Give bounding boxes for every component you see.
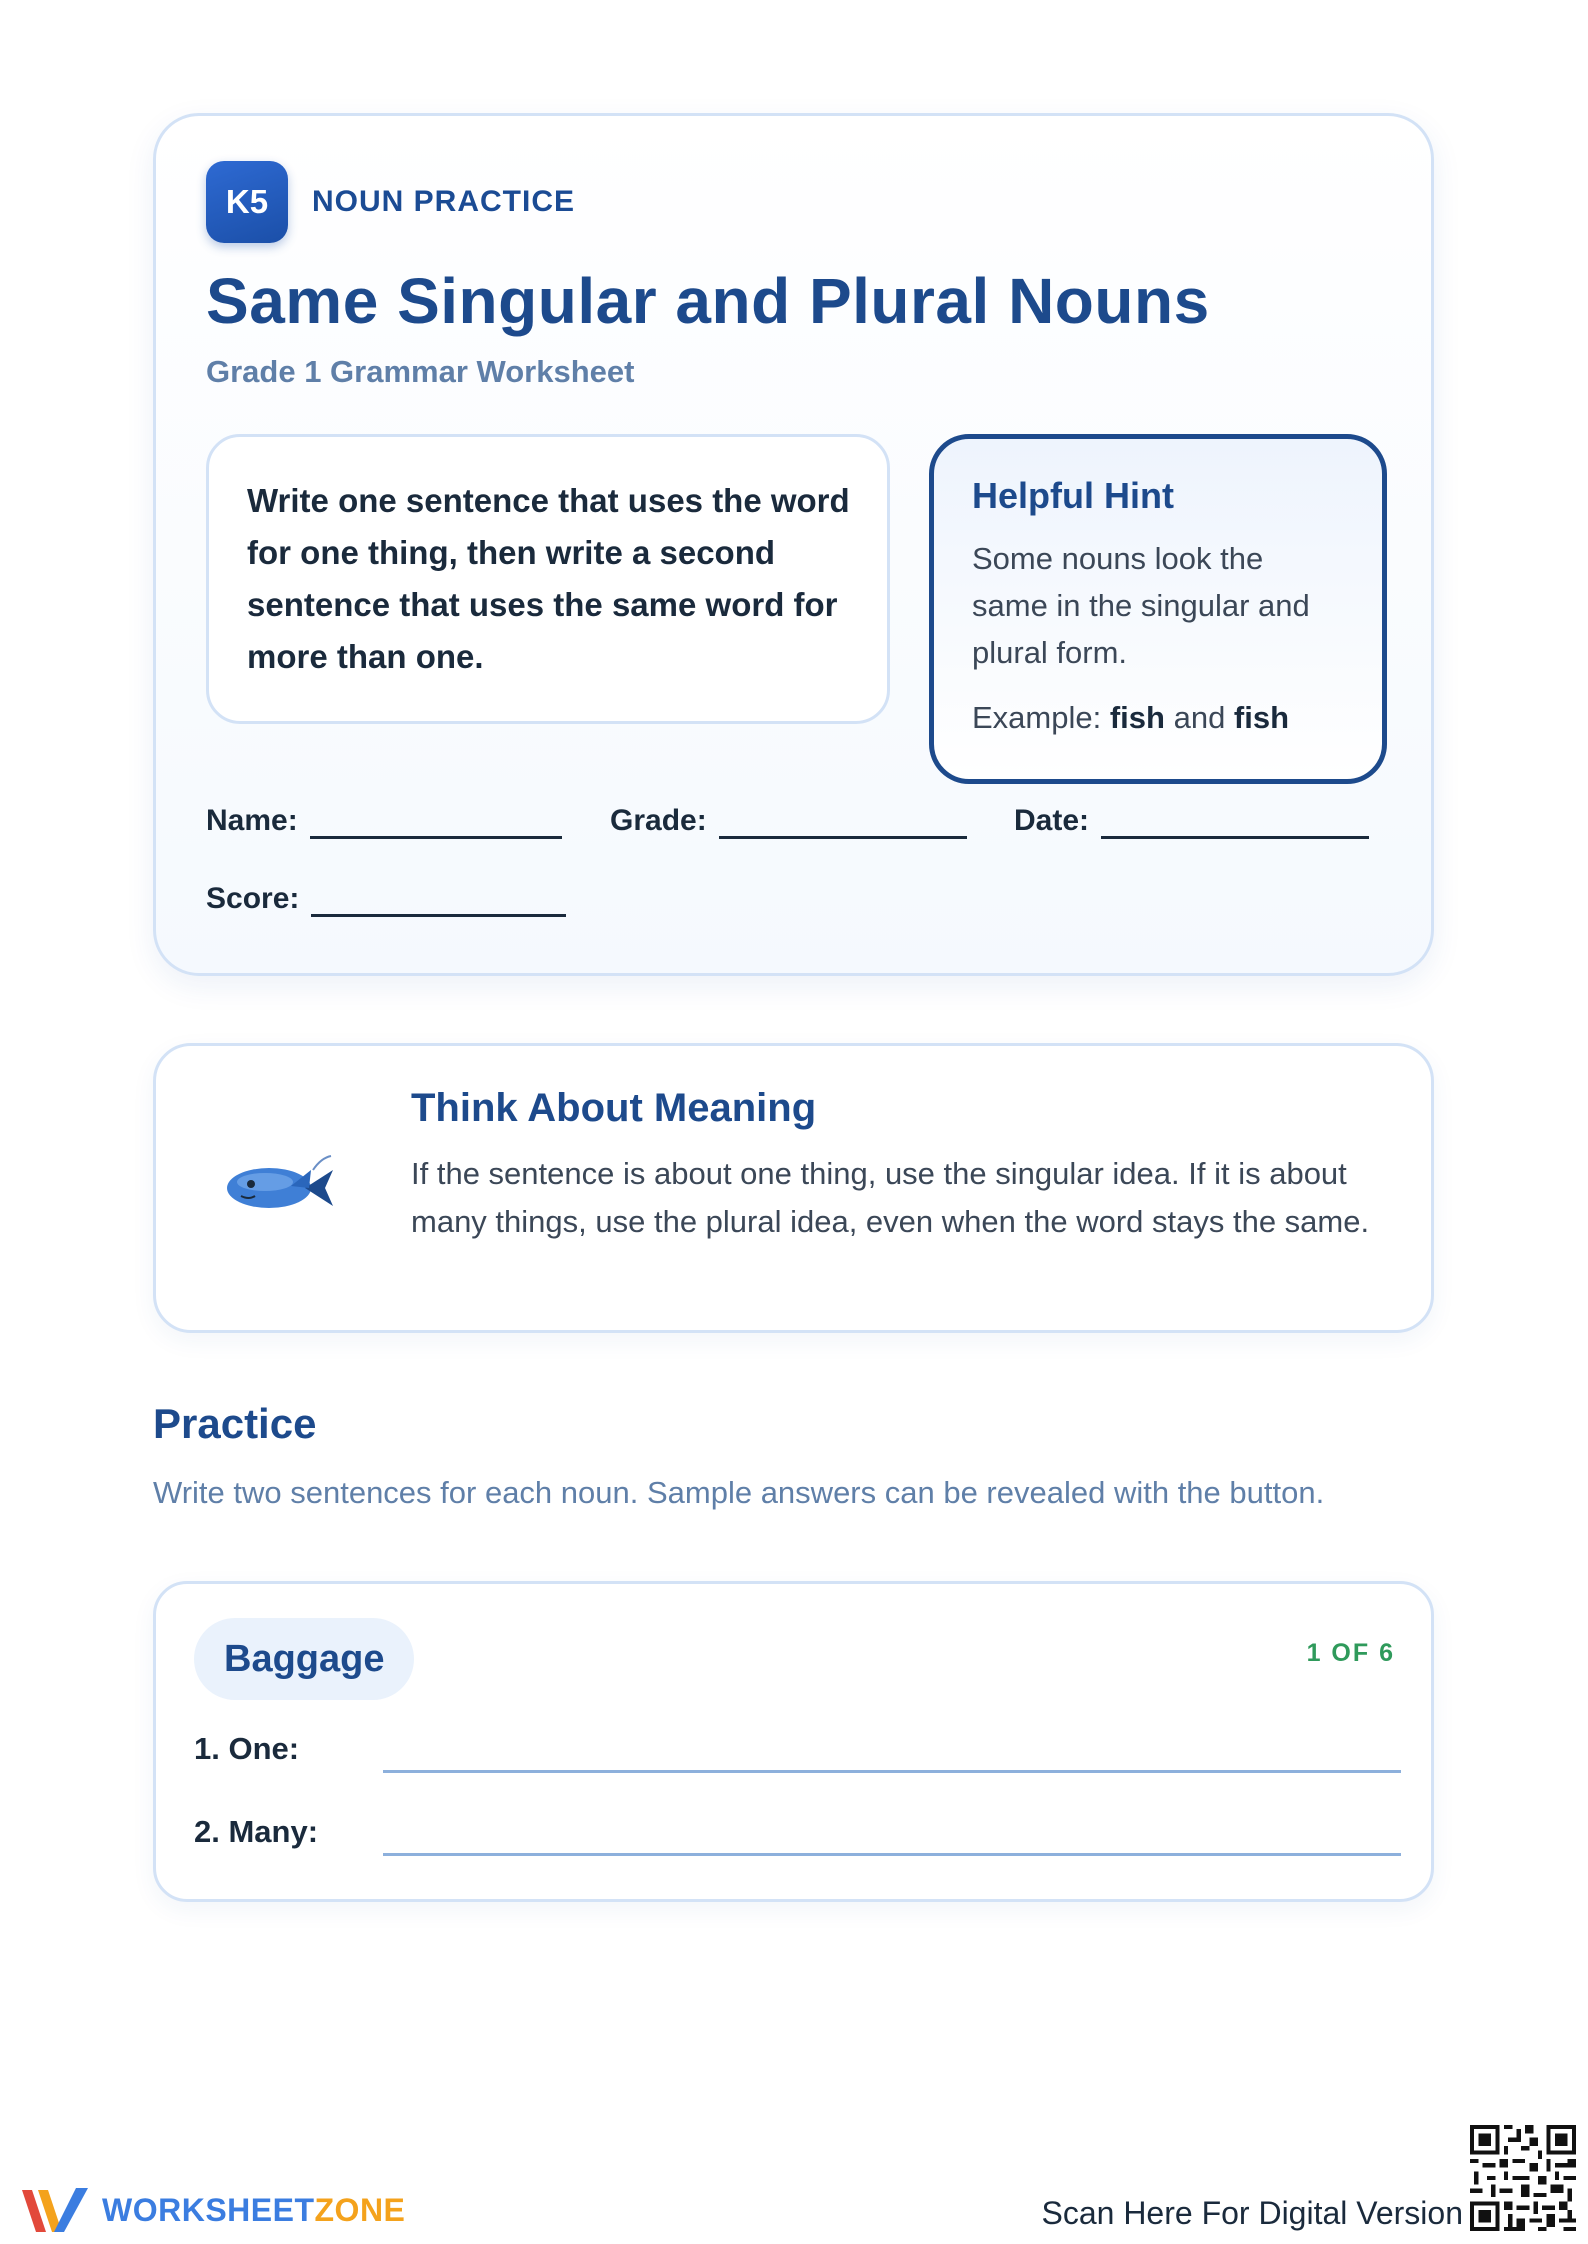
date-field (1014, 803, 1369, 839)
noun-pill: Baggage (194, 1618, 414, 1700)
instruction-text: Write one sentence that uses the word for one thing, then write a second sentence that uses the same word for more than one. (247, 482, 850, 675)
scan-text: Scan Here For Digital Version (1041, 2195, 1463, 2231)
logo-mark-icon (18, 2182, 94, 2238)
grade-badge: K5 (206, 161, 288, 243)
fish-icon (221, 1146, 341, 1226)
qr-code-icon[interactable] (1470, 2122, 1576, 2234)
category-label: NOUN PRACTICE (312, 185, 576, 218)
worksheetzone-logo[interactable] (18, 2182, 405, 2238)
question-counter: 1 OF 6 (1306, 1639, 1395, 1667)
date-label: Date: (1014, 804, 1090, 837)
page-title: Same Singular and Plural Nouns (206, 265, 1210, 337)
name-input-line[interactable] (310, 803, 562, 839)
date-input-line[interactable] (1101, 803, 1369, 839)
meaning-card (153, 1043, 1434, 1333)
practice-title: Practice (153, 1400, 317, 1447)
score-label: Score: (206, 882, 300, 915)
score-field (206, 881, 566, 917)
hint-title: Helpful Hint (972, 475, 1174, 516)
meaning-title: Think About Meaning (411, 1086, 817, 1130)
hint-example-join: and (1164, 700, 1234, 735)
answer-one-label: 1. One: (194, 1731, 300, 1766)
logo-text (102, 2192, 405, 2229)
answer-many-line[interactable] (383, 1853, 1401, 1856)
name-label: Name: (206, 804, 298, 837)
grade-field (610, 803, 967, 839)
hint-example (972, 694, 1346, 741)
logo-text-zone: ZONE (314, 2191, 406, 2228)
practice-subtitle: Write two sentences for each noun. Sample answers can be revealed with the button. (153, 1475, 1325, 1510)
hint-text: Some nouns look the same in the singular and plural form. (972, 541, 1310, 670)
logo-text-worksheet: WORKSHEET (102, 2191, 315, 2228)
hint-example-prefix: Example: (972, 700, 1110, 735)
question-card (153, 1581, 1434, 1902)
answer-one-line[interactable] (383, 1770, 1401, 1773)
hint-example-word-2: fish (1233, 700, 1290, 735)
answer-many-label: 2. Many: (194, 1814, 319, 1849)
meaning-text: If the sentence is about one thing, use the singular idea. If it is about many things, use the plural idea, even when the word stays the same. (411, 1156, 1370, 1239)
hint-example-word-1: fish (1109, 700, 1165, 735)
worksheet-header-card (153, 113, 1434, 976)
instruction-box (206, 434, 890, 724)
brand-row (206, 161, 575, 243)
score-input-line[interactable] (311, 881, 566, 917)
grade-input-line[interactable] (719, 803, 967, 839)
name-field (206, 803, 562, 839)
page-subtitle: Grade 1 Grammar Worksheet (206, 354, 635, 389)
grade-label: Grade: (610, 804, 707, 837)
hint-box (929, 434, 1387, 784)
